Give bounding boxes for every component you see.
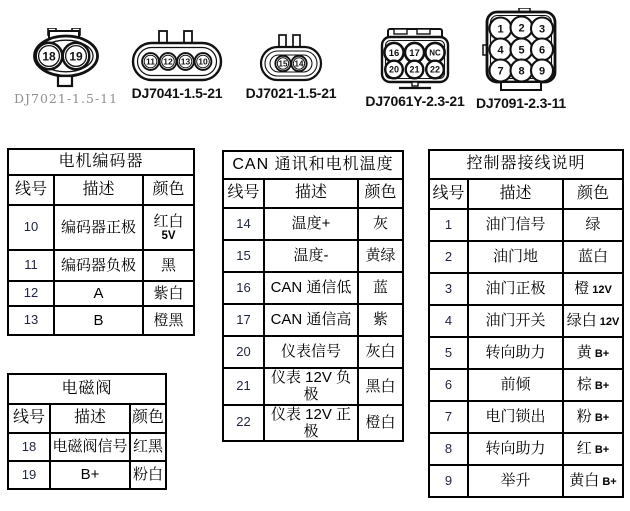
cell-description: 转向助力 (468, 337, 563, 369)
controller-table (428, 149, 624, 498)
table-row (8, 461, 166, 489)
color-note: B+ (594, 348, 610, 361)
cell-wire-no: 9 (429, 465, 468, 497)
cell-description: 转向助力 (468, 433, 563, 465)
cell-description: 仪表 12V 正极 (264, 405, 358, 442)
table-row (429, 401, 623, 433)
cell-description: A (54, 281, 143, 306)
connector-6pin-diagram (378, 26, 452, 90)
table-row (223, 304, 403, 336)
pin-number: 17 (409, 48, 420, 59)
cell-wire-no: 14 (223, 208, 264, 240)
table-row (8, 306, 194, 335)
cell-wire-no: 15 (223, 240, 264, 272)
table-header-row (223, 179, 403, 208)
cell-wire-no: 7 (429, 401, 468, 433)
bottom-stem (412, 82, 418, 86)
connector-figure-dj7041 (127, 30, 227, 101)
cell-description: 油门信号 (468, 209, 563, 241)
cell-wire-no: 6 (429, 369, 468, 401)
bottom-tab (501, 82, 541, 90)
color-text: 绿白 (566, 312, 597, 330)
color-note: B+ (594, 412, 610, 425)
cell-description: 油门开关 (468, 305, 563, 337)
cell-description: 电门锁出 (468, 401, 563, 433)
can-table-wrap (222, 150, 404, 442)
cell-wire-no: 21 (223, 368, 264, 405)
cell-description: CAN 通信高 (264, 304, 358, 336)
pin-number: 8 (518, 65, 525, 78)
cell-color (563, 433, 623, 465)
table-row (223, 336, 403, 368)
cell-color (563, 273, 623, 305)
cell-description: 编码器负极 (54, 250, 143, 281)
pin-number: 4 (497, 44, 504, 57)
table-row (223, 208, 403, 240)
table-row (429, 305, 623, 337)
cell-description: 油门正极 (468, 273, 563, 305)
color-note: 5V (161, 229, 176, 242)
color-text: 粉 (576, 408, 592, 426)
cell-wire-no: 16 (223, 272, 264, 304)
cap-notch-right (417, 29, 430, 34)
pin-number: NC (429, 48, 441, 58)
header-color: 颜色 (358, 179, 403, 208)
header-color: 颜色 (143, 175, 194, 205)
cell-color: 橙白 (358, 405, 403, 442)
table-row (429, 273, 623, 305)
cell-color: 黄绿 (358, 240, 403, 272)
cell-color: 黑 (143, 250, 194, 281)
pin-number: 14 (294, 59, 304, 69)
pin-number: 9 (538, 65, 546, 78)
header-wire-no: 线号 (8, 175, 54, 205)
cap-notch-left (394, 29, 407, 34)
header-color: 颜色 (563, 179, 623, 209)
table-row (8, 433, 166, 461)
table-title: 控制器接线说明 (429, 150, 623, 179)
pin-number: 15 (278, 59, 288, 69)
cell-color: 灰白 (358, 336, 403, 368)
pin-number: 18 (42, 49, 56, 64)
table-row (223, 240, 403, 272)
table-title-row (8, 149, 194, 175)
cell-color: 粉白 (130, 461, 166, 489)
color-text: 橙 (574, 280, 590, 298)
cell-color (563, 369, 623, 401)
table-row (8, 250, 194, 281)
cell-wire-no: 3 (429, 273, 468, 305)
table-header-row (429, 179, 623, 209)
cell-wire-no: 12 (8, 281, 54, 306)
cell-wire-no: 8 (429, 433, 468, 465)
connector-part-number: DJ7021-1.5-21 (245, 85, 337, 101)
pin-number: 2 (518, 22, 525, 35)
header-description: 描述 (54, 175, 143, 205)
table-title: 电机编码器 (8, 149, 194, 175)
table-row (429, 369, 623, 401)
pin-number: 13 (180, 56, 191, 67)
cell-wire-no: 20 (223, 336, 264, 368)
pin-number: 6 (538, 44, 546, 57)
pin-number: 11 (146, 56, 155, 67)
cell-color (563, 305, 623, 337)
table-title-row (223, 151, 403, 179)
cell-color (563, 337, 623, 369)
cell-wire-no: 11 (8, 250, 54, 281)
pin-number: 1 (497, 23, 504, 36)
connector-part-number: DJ7041-1.5-21 (131, 85, 223, 101)
pin-number: 21 (409, 64, 420, 75)
connector-figure-dj7021-11 (13, 28, 119, 106)
pin-number: 5 (518, 44, 525, 57)
cell-color (143, 205, 194, 250)
cell-color: 紫白 (143, 281, 194, 306)
header-color: 颜色 (130, 404, 166, 433)
table-row (429, 433, 623, 465)
table-row (8, 281, 194, 306)
cell-description: 编码器正极 (54, 205, 143, 250)
cell-wire-no: 2 (429, 241, 468, 273)
cell-color: 绿 (563, 209, 623, 241)
table-row (429, 337, 623, 369)
connector-figure-dj7021-21 (241, 34, 341, 101)
cell-description: B (54, 306, 143, 335)
color-note: B+ (594, 444, 610, 457)
header-description: 描述 (50, 404, 130, 433)
pin-number: 19 (69, 49, 83, 64)
pin-number: 3 (538, 23, 546, 36)
connector-part-number: DJ7021-1.5-11 (13, 91, 119, 106)
color-note: B+ (594, 380, 610, 393)
table-row (223, 405, 403, 442)
color-note: 12V (592, 284, 612, 297)
cell-color: 红黑 (130, 433, 166, 461)
table-row (429, 241, 623, 273)
encoder-table (7, 148, 195, 336)
connector-9pin-diagram (482, 8, 560, 92)
cell-wire-no: 19 (8, 461, 50, 489)
cell-wire-no: 22 (223, 405, 264, 442)
cell-color (563, 401, 623, 433)
can-table (222, 150, 404, 442)
cell-color: 蓝白 (563, 241, 623, 273)
pin-number: 10 (198, 56, 208, 67)
color-text: 棕 (576, 376, 592, 394)
table-row (429, 209, 623, 241)
cell-wire-no: 10 (8, 205, 54, 250)
header-wire-no: 线号 (223, 179, 264, 208)
table-title-row (8, 374, 166, 404)
pin-number: 12 (163, 56, 173, 67)
cell-description: 仪表 12V 负极 (264, 368, 358, 405)
table-title: 电磁阀 (8, 374, 166, 404)
encoder-table-wrap (7, 148, 195, 336)
color-text: 黄白 (569, 472, 600, 490)
connector-2pin-diagram (259, 34, 323, 82)
header-wire-no: 线号 (8, 404, 50, 433)
color-note: B+ (602, 476, 617, 489)
controller-table-wrap (428, 149, 624, 498)
color-text: 红白 (153, 212, 184, 230)
color-text: 红 (576, 440, 592, 458)
cell-description: 温度- (264, 240, 358, 272)
cell-color: 紫 (358, 304, 403, 336)
connector-part-number: DJ7091-2.3-11 (475, 95, 567, 111)
table-row (223, 272, 403, 304)
connector-part-number: DJ7061Y-2.3-21 (365, 93, 465, 109)
color-note: 12V (599, 316, 620, 329)
cell-description: 举升 (468, 465, 563, 497)
cell-wire-no: 5 (429, 337, 468, 369)
cell-description: 仪表信号 (264, 336, 358, 368)
pin-number: 22 (429, 64, 441, 75)
cell-wire-no: 4 (429, 305, 468, 337)
cell-description: 温度+ (264, 208, 358, 240)
table-row (223, 368, 403, 405)
cell-color: 橙黑 (143, 306, 194, 335)
color-text: 黄 (576, 344, 592, 362)
table-title: CAN 通讯和电机温度 (223, 151, 403, 179)
connector-4pin-diagram (131, 30, 223, 82)
cell-description: 电磁阀信号 (50, 433, 130, 461)
cell-wire-no: 18 (8, 433, 50, 461)
pin-number: 7 (497, 65, 504, 78)
table-title-row (429, 150, 623, 179)
cell-description: 油门地 (468, 241, 563, 273)
cell-color: 灰 (358, 208, 403, 240)
cell-wire-no: 17 (223, 304, 264, 336)
cell-color: 黑白 (358, 368, 403, 405)
pin-number: 16 (388, 48, 400, 59)
cell-description: CAN 通信低 (264, 272, 358, 304)
connector-2pin-oval-diagram (28, 28, 104, 88)
solenoid-table-wrap (7, 373, 167, 490)
cell-wire-no: 13 (8, 306, 54, 335)
cell-color: 蓝 (358, 272, 403, 304)
header-wire-no: 线号 (429, 179, 468, 209)
header-description: 描述 (468, 179, 563, 209)
cell-description: B+ (50, 461, 130, 489)
table-row (429, 465, 623, 497)
solenoid-table (7, 373, 167, 490)
pin-number: 20 (388, 64, 400, 75)
connector-figure-dj7061y (365, 26, 465, 109)
connector-figure-dj7091 (471, 8, 571, 111)
cell-color (563, 465, 623, 497)
cell-wire-no: 1 (429, 209, 468, 241)
table-header-row (8, 404, 166, 433)
cell-description: 前倾 (468, 369, 563, 401)
table-row (8, 205, 194, 250)
bottom-tab (58, 76, 72, 86)
table-header-row (8, 175, 194, 205)
header-description: 描述 (264, 179, 358, 208)
